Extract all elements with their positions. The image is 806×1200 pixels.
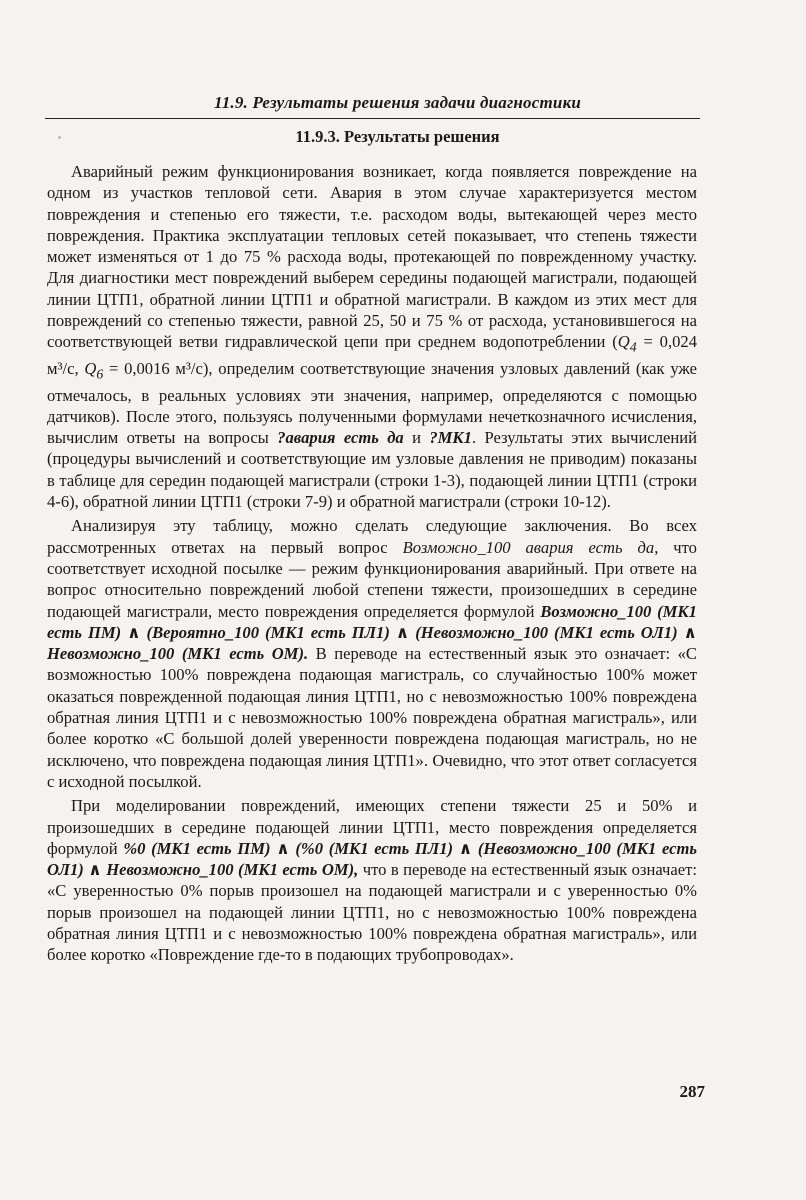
- formula-2-sep-5: (: [548, 622, 560, 642]
- paragraph-2-text-a: Анализируя эту таблицу, можно сделать следующие заключения. Во всех рассмотренных ответах на первый вопрос: [47, 516, 697, 557]
- q6-letter: Q: [84, 358, 97, 378]
- paragraph-1-text-d: и: [403, 428, 430, 448]
- q4-symbol: [617, 332, 637, 355]
- formula-2-sep-3: (: [259, 622, 271, 642]
- paragraph-1-text-c: = 0,0016 м³/с), определим соответствующие значения узловых давлений (как уже отмечалось, в реальных условиях эти значения, например, определяются с помощью датчиков). После этого, пользуясь полученными формулами нечеткозначного исчисления, вычислим ответы на вопросы: [47, 358, 698, 448]
- formula-2-sep-4: ) ∧ (: [384, 622, 421, 642]
- formula-3-sep-4: ) ∧ (: [447, 838, 484, 858]
- paragraph-3-text-a: При моделировании повреждений, имеющих степени тяжести 25 и 50% и произошедших в середине подающей линии ЦТП1, место повреждения определяется формулой: [47, 796, 697, 858]
- formula-2-term-1: Возможно_100: [540, 601, 652, 621]
- formula-3-term-3: %0: [300, 838, 324, 858]
- paragraph-3-text-c: что в переводе на естественный язык означает: «С уверенностью 0% порыв произошел на подающей магистрали и с уверенностью 0% порыв произошел на подающей линии ЦТП1, но с невозможностью 100% повреждена обратная линия ЦТП1 и с невозможностью 100% повреждена обратная магистраль», или более коротко «Повреждение где-то в подающих трубопроводах».: [47, 860, 697, 965]
- formula-3-term-4: МК1 есть ПЛ1: [334, 838, 448, 858]
- q4-subscript: 4: [629, 339, 637, 355]
- formula-3-term-7: Невозможно_100: [106, 860, 234, 880]
- formula-2-term-5: Невозможно_100: [420, 622, 549, 642]
- paragraph-2-text-b: , что соответствует исходной посылке — режим функционирования аварийный. При ответе на вопрос относительно повреждений любой степени тяжести, произошедших в середине подающей магистрали, место повреждения определяется формулой: [47, 537, 697, 621]
- question-avaria: ?авария есть да: [277, 428, 404, 448]
- formula-3-term-5: Невозможно_100: [483, 838, 611, 858]
- formula-3-sep-6: ) ∧: [78, 860, 107, 880]
- formula-3-sep-1: (: [145, 838, 157, 858]
- page-number: 287: [679, 1082, 705, 1101]
- formula-3-sep-8: ),: [348, 860, 363, 880]
- paragraph-2-text-c: В переводе на естественный язык это означает: «С возможностью 100% повреждена подающая магистраль, со случайностью 100% может оказаться поврежденной подающая линия ЦТП1, но с невозможностью 100% повреждена обратная линия ЦТП1 и с невозможностью 100% повреждена обратная магистраль», или более коротко «С большой долей уверенности повреждена подающая магистраль, но не исключено, что повреждена подающая линия ЦТП1». Очевидно, что этот ответ согласуется с исходной посылкой.: [47, 644, 697, 791]
- paragraph-3: [47, 795, 697, 965]
- formula-3-term-2: МК1 есть ПМ: [156, 838, 265, 858]
- paragraph-1-text-e: . Результаты этих вычислений (процедуры вычислений и соответствующие им узловые давления не приводим) показаны в таблице для середин подающей магистрали (строки 1-3), подающей линии ЦТП1 (строки 4-6), обратной линии ЦТП1 (строки 7-9) и обратной магистрали (строки 10-12).: [47, 428, 697, 512]
- formula-2-sep-1: (: [651, 601, 663, 621]
- formula-3-sep-2: ) ∧ (: [265, 838, 301, 858]
- paragraph-1: [47, 161, 697, 512]
- formula-2-term-2: МК1 есть ПМ: [47, 601, 697, 642]
- section-title: 11.9.3. Результаты решения: [295, 127, 500, 146]
- formula-3-sep-7: (: [233, 860, 244, 880]
- formula-3-term-1: %0: [123, 838, 146, 858]
- formula-3-sep-5: (: [610, 838, 622, 858]
- q6-subscript: 6: [96, 366, 104, 382]
- formula-2-term-6: МК1 есть ОЛ1: [559, 622, 673, 642]
- answer-first-question: Возможно_100 авария есть да: [402, 537, 655, 557]
- formula-2-sep-2: ) ∧ (: [115, 622, 153, 642]
- formula-2-term-3: Вероятно_100: [152, 622, 260, 642]
- body-text: [47, 161, 697, 969]
- q6-symbol: [84, 358, 104, 382]
- paragraph-1-text-a: Аварийный режим функционирования возникает, когда появляется повреждение на одном из участков тепловой сети. Авария в этом случае характеризуется местом повреждения и степенью его тяжести, т.е. расходом воды, вытекающей через место повреждения. Практика эксплуатации тепловых сетей показывает, что степень тяжести может изменяться от 1 до 75 % расхода воды, протекающей по поврежденному участку. Для диагностики мест повреждений выберем середины подающей магистрали, подающей линии ЦТП1, обратной линии ЦТП1 и обратной магистрали. В каждом из этих мест для повреждений со степенью тяжести, равной 25, 50 и 75 % от расхода, установившегося на соответствующей ветви гидравлической цепи при среднем водопотреблении (: [47, 162, 697, 352]
- running-head: 11.9. Результаты решения задачи диагностики: [213, 93, 582, 112]
- q4-letter: Q: [617, 332, 630, 352]
- formula-2-sep-8: ).: [298, 644, 316, 664]
- scan-speck: [58, 136, 61, 139]
- question-mk1: ?МК1: [429, 428, 472, 448]
- formula-2-sep-6: ) ∧: [672, 622, 698, 642]
- header-rule: [45, 118, 700, 119]
- formula-2-term-7: Невозможно_100: [47, 644, 175, 664]
- formula-2-term-8: МК1 есть ОМ: [187, 644, 299, 664]
- paragraph-1-text-b: = 0,024 м³/с,: [47, 332, 697, 378]
- formula-2-term-4: МК1 есть ПЛ1: [270, 622, 385, 642]
- formula-2-sep-7: (: [174, 644, 188, 664]
- formula-3-term-8: МК1 есть ОМ: [243, 860, 349, 880]
- paragraph-2: [47, 515, 697, 792]
- formula-3-term-6: МК1 есть ОЛ1: [47, 838, 697, 880]
- formula-3-sep-3: (: [323, 838, 335, 858]
